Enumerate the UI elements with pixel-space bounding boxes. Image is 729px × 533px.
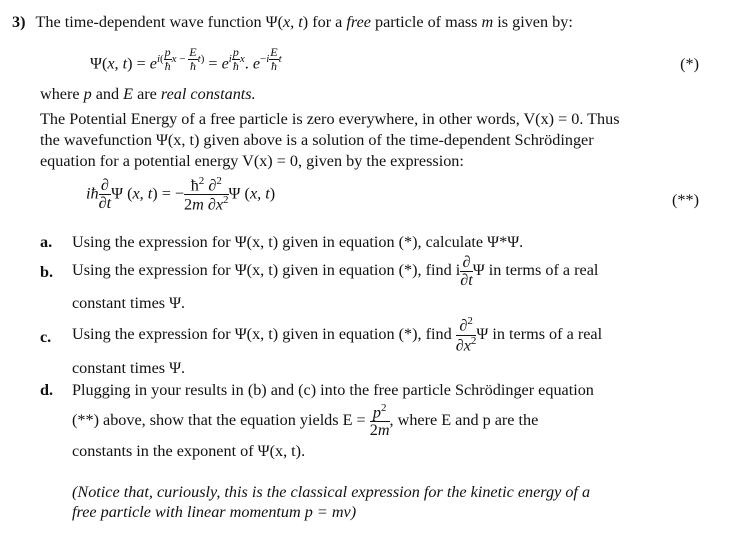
- problem-intro: [12, 12, 573, 32]
- equation-star-tag: (*): [680, 55, 699, 73]
- part-d-label: d.: [40, 381, 54, 399]
- intro-free: free: [346, 13, 371, 31]
- pe-line-2: the wavefunction Ψ(x, t) given above is a solution of the time-dependent Schrödinger: [40, 131, 594, 149]
- intro-text-b: ) for a: [302, 13, 347, 31]
- part-a-text: Using the expression for Ψ(x, t) given in equation (*), calculate Ψ*Ψ.: [72, 233, 524, 251]
- intro-text-c: particle of mass: [370, 13, 482, 31]
- part-b-text-3: constant times Ψ.: [72, 294, 186, 312]
- part-c-text: Using the expression for Ψ(x, t) given in equation (*), find $\frac{\partial^2}{\partial x^2}$ Ψ in terms of a real: [72, 315, 603, 355]
- part-c-text-3: constant times Ψ.: [72, 359, 186, 377]
- intro-mass: m: [481, 13, 494, 31]
- part-d-text-2: (**) above, show that the equation yields E = $\frac{p^2}{2m}$ , where E and p are the: [72, 402, 539, 440]
- intro-vars: x, t: [283, 13, 303, 31]
- where-line: where p and E are real constants.: [40, 85, 256, 103]
- intro-text-a: The time-dependent wave function Ψ(: [35, 13, 283, 31]
- part-b-label: b.: [40, 263, 54, 281]
- part-c-label: c.: [40, 328, 52, 346]
- intro-text-d: is given by:: [493, 13, 573, 31]
- note-line-2: free particle with linear momentum p = mv): [72, 503, 357, 521]
- equation-schrodinger: iħ $\frac{\partial}{\partial t}$ Ψ (x, t) = − $\frac{ħ^2 \partial^2}{2m \partial x^2}$ Ψ (x, t): [86, 175, 276, 214]
- equation-star: Ψ(x, $t) = e^{i( \frac{p}{ħ} x - \frac{E}{ħ} t)} = e^{i \frac{p}{ħ} x}$. $e^{-i \frac{E}{ħ} t}$: [90, 45, 282, 73]
- part-d-text-1: Plugging in your results in (b) and (c) into the free particle Schrödinger equation: [72, 381, 594, 399]
- part-a-label: a.: [40, 233, 53, 251]
- part-d-text-4: constants in the exponent of Ψ(x, t).: [72, 442, 306, 460]
- problem-number: 3): [12, 13, 26, 31]
- note-line-1: (Notice that, curiously, this is the classical expression for the kinetic energy of a: [72, 483, 591, 501]
- equation-schrodinger-tag: (**): [672, 191, 699, 209]
- part-b-text: Using the expression for Ψ(x, t) given in equation (*), find i $\frac{\partial}{\partial t}$ Ψ in terms of a real: [72, 252, 599, 289]
- pe-line-1: The Potential Energy of a free particle is zero everywhere, in other words, V(x) = 0. Thus: [40, 110, 620, 128]
- pe-line-3: equation for a potential energy V(x) = 0, given by the expression:: [40, 152, 464, 170]
